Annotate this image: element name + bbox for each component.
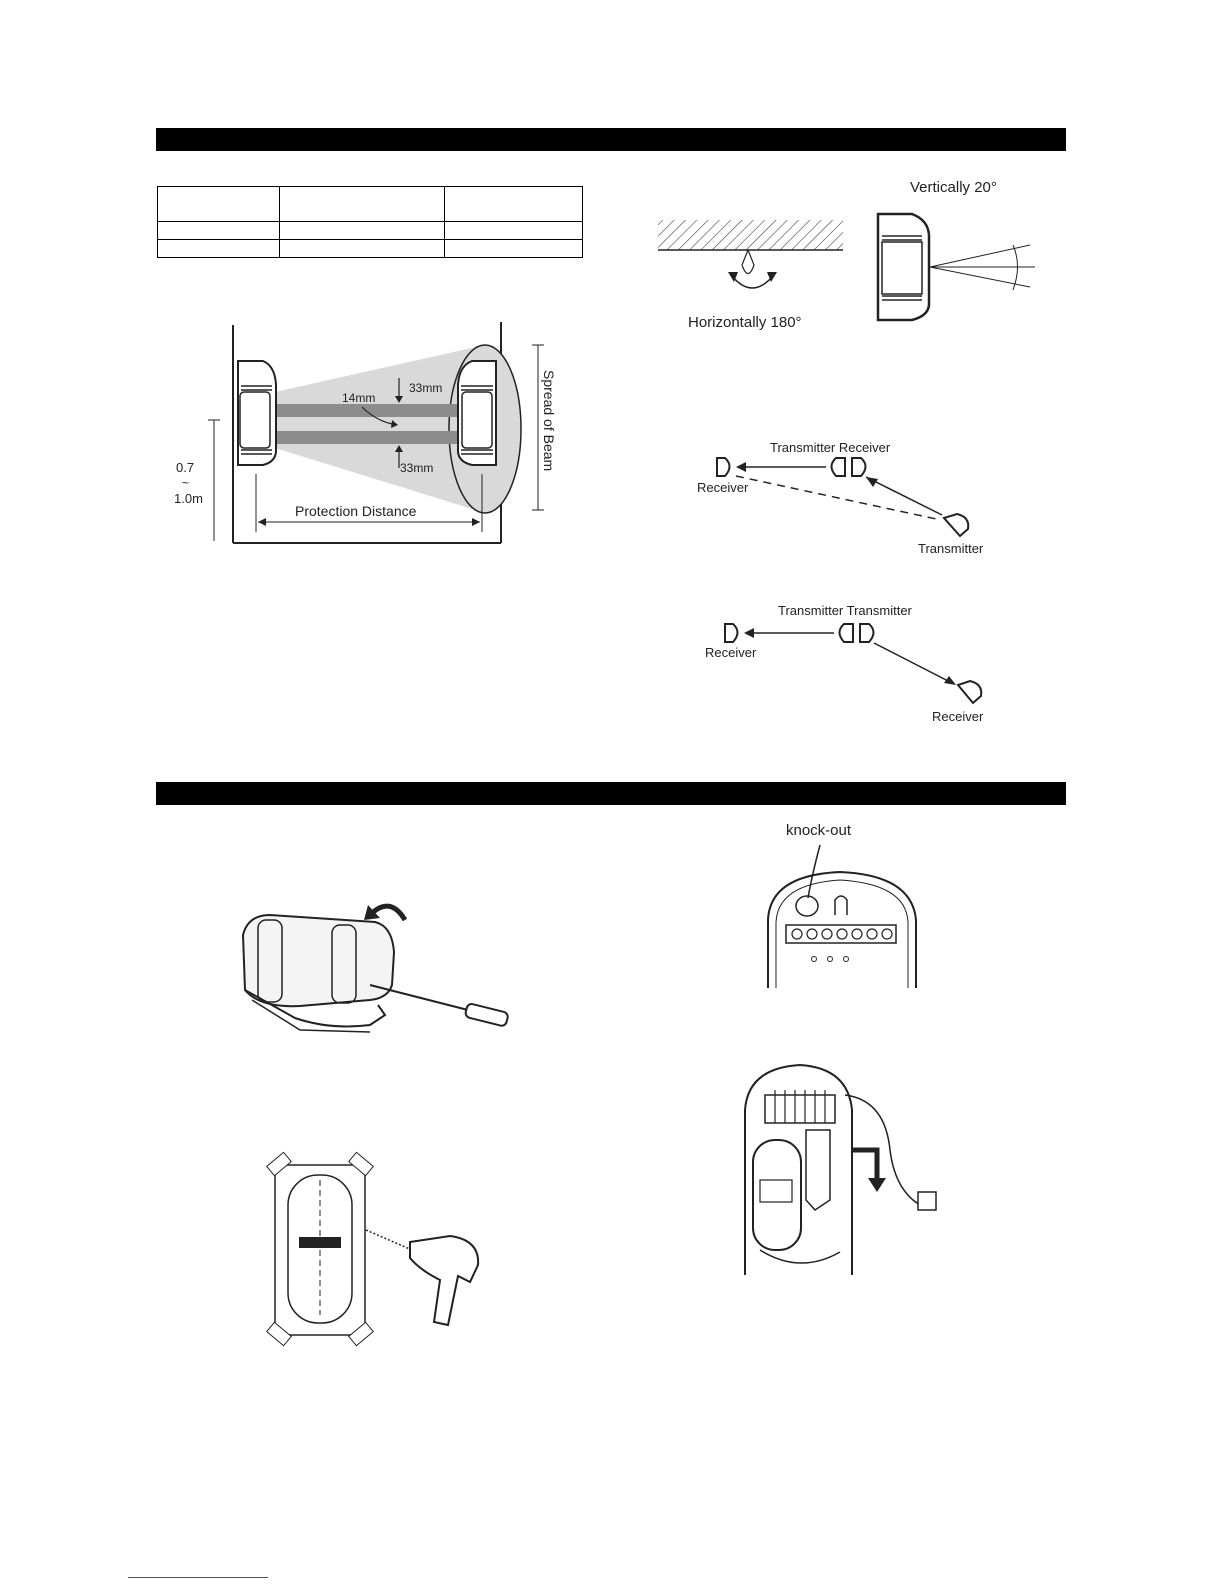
section-header-bar-1 (156, 128, 1066, 151)
open-cover-illustration (230, 885, 520, 1045)
table-cell (158, 240, 280, 258)
table-cell (280, 222, 445, 240)
table-cell (280, 187, 445, 222)
table-cell (280, 240, 445, 258)
label-14mm: 14mm (342, 391, 376, 405)
label-horizontally: Horizontally 180° (688, 314, 802, 331)
label-height-bottom: 1.0m (174, 491, 203, 506)
label-height-mid: ~ (182, 476, 190, 490)
drill-template-illustration (260, 1150, 490, 1345)
wiring-illustration (735, 1060, 945, 1285)
adjustment-angle-diagram (655, 172, 1050, 332)
table-row (158, 187, 583, 222)
label-protection-distance: Protection Distance (295, 503, 417, 519)
spec-table (157, 186, 583, 258)
table-cell (445, 187, 583, 222)
label-receiver-bottom: Receiver (932, 709, 984, 724)
table-cell (445, 222, 583, 240)
label-height-top: 0.7 (176, 460, 195, 475)
table-cell (445, 240, 583, 258)
label-knockout: knock-out (786, 822, 852, 839)
label-transmitter-bottom: Transmitter (918, 541, 984, 556)
layout-diagram-2 (695, 598, 1015, 726)
layout-diagram-1 (690, 435, 1020, 560)
knockout-base-illustration (760, 815, 930, 995)
label-spread-of-beam: Spread of Beam (541, 370, 557, 472)
label-tx-tx-pair: Transmitter Transmitter (778, 603, 912, 618)
section-header-bar-2 (156, 782, 1066, 805)
footnote-link-line (128, 1577, 268, 1578)
table-cell (158, 187, 280, 222)
label-receiver-left-2: Receiver (705, 645, 757, 660)
beam-spread-diagram (174, 318, 575, 553)
label-33mm-top: 33mm (409, 381, 443, 395)
label-33mm-bottom: 33mm (400, 461, 434, 475)
table-row (158, 222, 583, 240)
table-cell (158, 222, 280, 240)
table-row (158, 240, 583, 258)
label-receiver-left-1: Receiver (697, 480, 749, 495)
label-vertically: Vertically 20° (910, 179, 997, 196)
label-tx-rx-pair: Transmitter Receiver (770, 440, 891, 455)
